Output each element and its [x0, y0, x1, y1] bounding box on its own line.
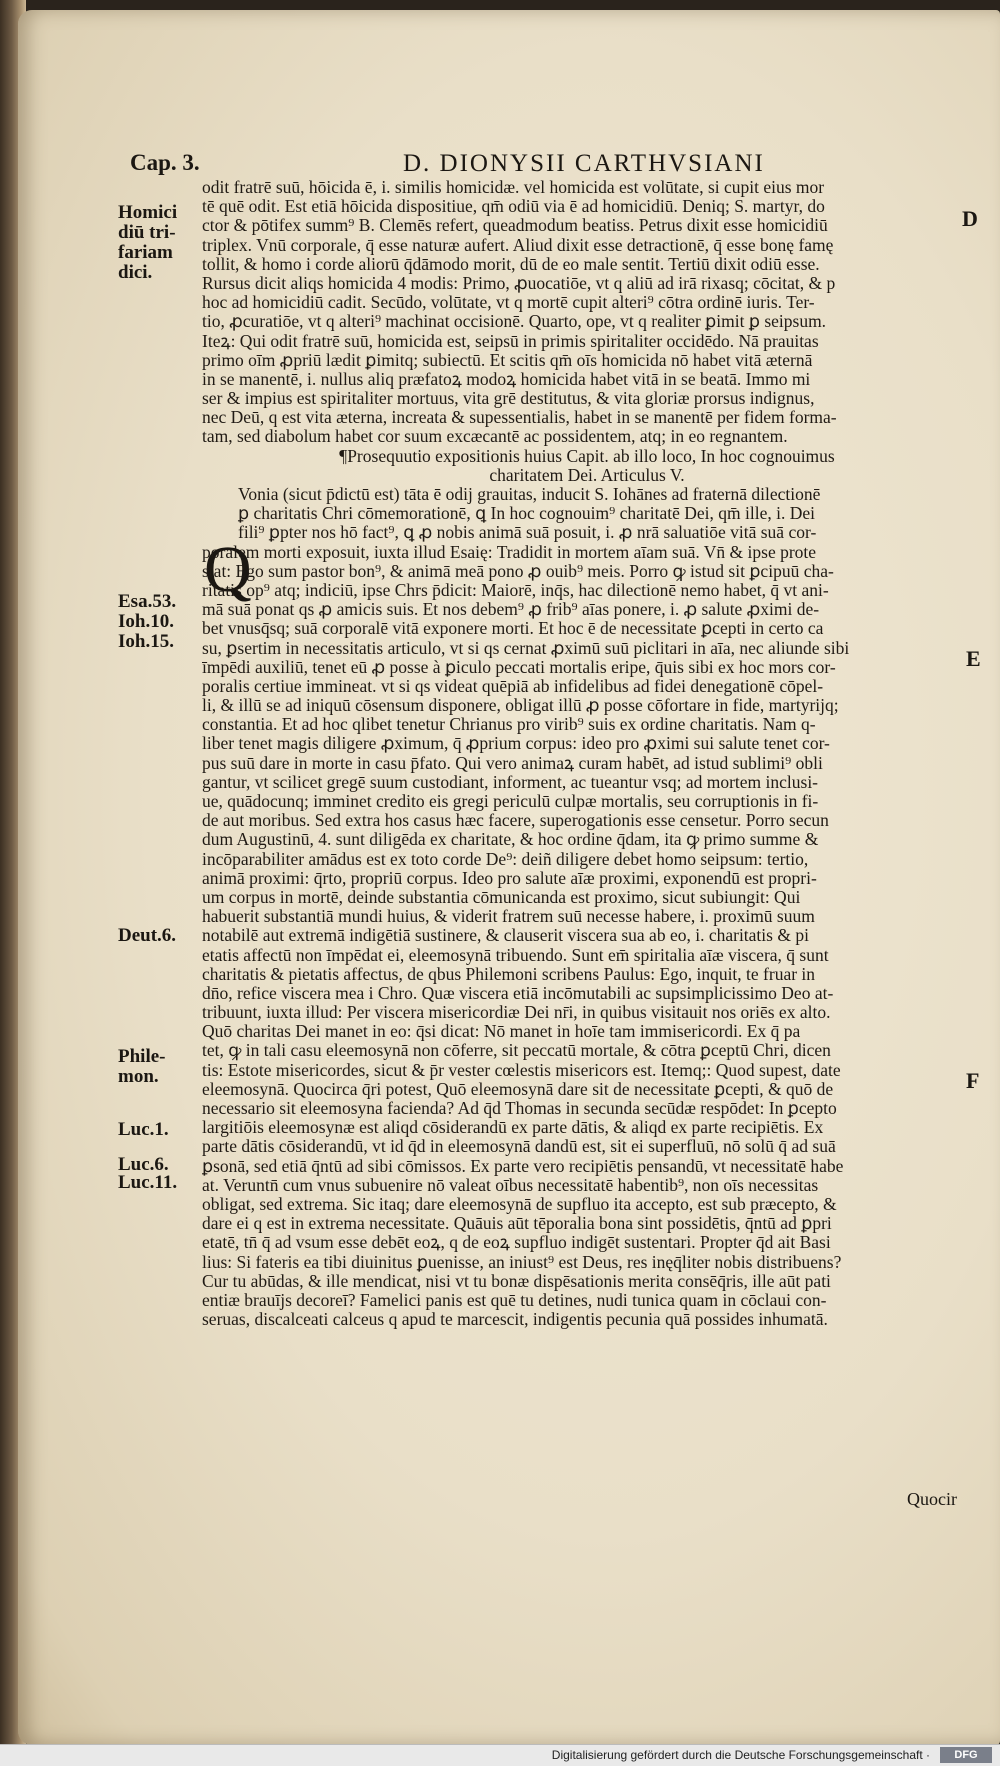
margin-note: Deut.6. — [118, 925, 177, 946]
text-line: incōparabiliter amādus est ex toto corde De⁹: deiñ diligere debet homo seipsum: tertio, — [202, 849, 809, 869]
text-line: ser & impius est spiritaliter mortuus, vita grē destitutus, & vita gloriæ prorsus indignus, — [202, 389, 815, 409]
dfg-logo: DFG — [940, 1747, 992, 1763]
text-line: obligat, sed extrema. Sic itaq; dare eleemosynā de supfluo ita accepto, est sub præcepto, & — [202, 1194, 837, 1214]
text-line: habuerit substantiā mundi huius, & viderit fratrem suū necesse habere, i. proximū suum — [202, 907, 815, 927]
text-line: fili⁹ ꝑpter nos hō fact⁹, ꝗ ꝓ nobis animā suā posuit, i. ꝓ nrā saluatiōe vitā suā cor- — [238, 523, 817, 543]
text-line: pus suū dare in morte in casu p̄fato. Qui vero animaꝝ curam habēt, ad istud sublimi⁹ obli — [202, 753, 823, 773]
funding-notice: Digitalisierung gefördert durch die Deutsche Forschungsgemeinschaft · — [551, 1748, 930, 1762]
text-line: odit fratrē suū, hōicida ē, i. similis homicidæ. vel homicida est volūtate, si cupit eius mor — [202, 178, 825, 197]
text-line: um corpus in mortē, deinde substantia cōmunicanda est proximo, sicut subiungit: Qui — [202, 887, 801, 907]
text-line: entiæ brauījs decoreī? Famelici panis est quē tu detines, nudi tunica quam in cōclaui con- — [202, 1290, 827, 1310]
section-letter: D — [962, 206, 978, 231]
margin-note: Luc.1. — [118, 1119, 169, 1140]
text-line: lius: Si fateris ea tibi diuinitus ꝑuenisse, an iniust⁹ est Deus, res inęq̄liter nobis distribuens? — [202, 1252, 842, 1272]
text-line: liber tenet magis diligere ꝓximum, q̄ ꝓprium corpus: ideo pro ꝓximi sui salute tenet cor- — [202, 734, 830, 754]
margin-note: Luc.6. — [118, 1154, 169, 1175]
margin-note: dici. — [118, 262, 153, 283]
text-line: necessario sit eleemosyna facienda? Ad q̄d Thomas in secunda secūdæ respōdet: In ꝑcepto — [202, 1099, 837, 1118]
digitization-footer — [0, 1744, 1000, 1766]
margin-note: diū tri- — [118, 222, 176, 243]
text-line: constantia. Et ad hoc qlibet tenetur Chrianus pro virib⁹ suis ex ordine charitatis. Nam q- — [202, 715, 816, 735]
text-line: ue, quādocunq; imminet credito eis gregi periculū culpæ mortalis, seu corruptionis in fi- — [202, 792, 819, 811]
text-line: gantur, vt scilicet gregē suum custodiant, informent, ac tueantur vsq; ad mortem inclusi- — [202, 772, 819, 792]
book-page — [18, 10, 1000, 1745]
text-line: triplex. Vnū corporale, q̄ esse naturæ aufert. Aliud dixit esse detractionē, q̄ esse bonę famę — [202, 235, 834, 255]
text-line: eleemosynā. Quocirca q̄ri potest, Quō eleemosynā dare sit de necessitate ꝑcepti, & quō de — [202, 1079, 834, 1099]
text-line: mā suā ponat qs ꝓ amicis suis. Et nos debem⁹ ꝓ frib⁹ aīas ponere, i. ꝓ salute ꝓximi de- — [202, 600, 820, 620]
text-line: Rursus dicit aliqs homicida 4 modis: Primo, ꝓuocatiōe, vt q aliū ad irā rixasq; cōcitat, & p — [202, 273, 836, 293]
margin-note: Esa.53. — [118, 591, 177, 612]
chapter-label: Cap. 3. — [130, 150, 200, 175]
section-heading: charitatem Dei. Articulus V. — [489, 465, 685, 485]
text-line: Iteꝝ: Qui odit fratrē suū, homicida est, seipsū in primis spiritaliter occidēdo. Nā prauitas — [202, 331, 819, 351]
section-letter: F — [966, 1068, 980, 1093]
text-line: li, & illū se ad iniquū cōsensum disponere, obligat illū ꝓ posse cōfortare in fide, martyrijq; — [202, 696, 839, 716]
text-line: ritatis op⁹ atq; indiciū, ipse Chrs p̄dicit: Maiorē, inq̄s, hac dilectionē nemo habet, q̄ vt ani- — [202, 580, 829, 600]
text-line: etatē, tn̄ q̄ ad vsum esse debēt eoꝝ, q de eoꝝ supfluo indigēt sustentari. Propter q̄d ait Basi — [202, 1233, 831, 1253]
text-line: bet vnusq̄sq; suā corporalē vitā exponere morti. Et hoc ē de necessitate ꝑcepti in certo ca — [202, 619, 824, 639]
margin-note: Luc.11. — [118, 1172, 178, 1193]
text-line: poralem morti exposuit, iuxta illud Esaię: Tradidit in mortem aīam suā. Vn̄ & ipse prote — [202, 542, 817, 562]
page-header — [18, 150, 1000, 180]
text-line: Quō charitas Dei manet in eo: q̄si dicat: Nō manet in hoīe tam immisericordi. Ex q̄ pa — [202, 1022, 801, 1042]
text-line: stat: Ego sum pastor bon⁹, & animā meā pono ꝓ ouib⁹ meis. Porro ꝙ istud sit ꝑcipuū cha- — [202, 561, 834, 581]
text-line: nec Deū, q est vita æterna, increata & supessentialis, habet in se manentē per fidem forma- — [202, 408, 837, 428]
text-line: ꝑsonā, sed etiā q̄ntū ad sibi cōmissos. Ex parte vero recipiētis pensandū, vt necessitatē habe — [202, 1156, 844, 1176]
text-line: dum Augustinū, 4. sunt diligēda ex charitate, & hoc ordine q̄dam, ita ꝙ primo summe & — [202, 830, 819, 850]
text-line: de aut moribus. Sed extra hos casus hæc facere, superogationis esse censetur. Porro secun — [202, 811, 829, 831]
text-line: charitatis & pietatis affectus, de qbus Philemoni scribens Paulus: Ego, inquit, te fruar in — [202, 964, 816, 984]
text-line: ꝑ charitatis Chri cōmemorationē, ꝗ In hoc cognouim⁹ charitatē Dei, qm̄ ille, i. Dei — [238, 504, 815, 524]
text-line: tam, sed diabolum habet cor suum excæcantē ac possidentem, atq; in eo regnantem. — [202, 427, 788, 447]
margin-note: mon. — [118, 1066, 159, 1087]
text-line: hoc ad homicidiū cadit. Secūdo, volūtate, vt q mortē cupit alteri⁹ cōtra ordinē iuris. Ter- — [202, 293, 815, 313]
margin-note: fariam — [118, 242, 173, 263]
text-line: dn̄o, refice viscera mea i Chro. Quæ viscera etiā incōmutabili ac supsimplicissimo Deo at- — [202, 983, 834, 1003]
margin-note: Ioh.15. — [118, 631, 174, 652]
text-line: tio, ꝓcuratiōe, vt q alteri⁹ machinat occisionē. Quarto, ope, vt q realiter ꝑimit ꝑ seipsum. — [202, 312, 827, 332]
catchword: Quocir — [907, 1489, 957, 1509]
text-line: Vonia (sicut p̄dictū est) tāta ē odij grauitas, inducit S. Iohānes ad fraternā dilectionē — [238, 485, 821, 504]
text-line: tollit, & homo i corde aliorū q̄dāmodo morit, dū de eo male sentit. Tertiū dixit odiū esse. — [202, 254, 820, 274]
text-line: ctor & pōtifex summ⁹ B. Clemēs refert, queadmodum beatiss. Petrus dixit esse homicidiū — [202, 216, 828, 236]
margin-note: Ioh.10. — [118, 611, 174, 632]
running-title: D. DIONYSII CARTHVSIANI — [403, 150, 765, 177]
text-line: tē quē odit. Est etiā hōicida dispositiue, qm̄ odiū via ē ad homicidiū. Deniq; S. martyr, do — [202, 197, 825, 217]
text-line: Cur tu abūdas, & ille mendicat, nisi vt tu bonæ dispēsationis merita consēq̄ris, ille aūt pati — [202, 1271, 831, 1291]
body-text — [202, 178, 972, 1348]
margin-note: Phile- — [118, 1046, 166, 1067]
drop-cap-initial: Q — [204, 533, 252, 606]
section-letter: E — [966, 646, 981, 671]
text-line: parte dātis cōsiderandū, vt id q̄d in eleemosynā dandū est, sit ei superfluū, nō solū q̄ ad suā — [202, 1137, 836, 1157]
text-line: at. Veruntn̄ cum vnus subuenire nō valeat oībus necessitatē habentib⁹, non oīs necessitas — [202, 1175, 819, 1195]
text-line: īmpēdi auxiliū, tenet eū ꝓ posse à ꝑiculo peccati mortalis eripe, q̄uis sibi ex hoc mors cor- — [202, 657, 836, 677]
text-line: dare ei q est in extrema necessitate. Quāuis aūt tēporalia bona sint possidētis, q̄ntū ad ꝑpri — [202, 1214, 832, 1234]
text-line: primo oīm ꝓpriū lædit ꝑimitq; subiectū. Et scitis qm̄ oīs homicida nō habet vitā æternā — [202, 350, 813, 370]
text-line: su, ꝑsertim in necessitatis articulo, vt si qs cernat ꝓximū suū piclitari in aīa, nec aliunde sibi — [202, 638, 850, 658]
text-line: largitiōis eleemosynæ est aliqd cōsiderandū ex parte dātis, & aliqd ex parte recipiētis. Ex — [202, 1118, 824, 1138]
text-line: notabilē aut extremā indigētiā sustinere, & clauserit viscera sua ab eo, i. charitatis & pi — [202, 926, 809, 946]
text-line: etatis affectū non īmpēdat ei, eleemosynā tribuendo. Sunt em̄ spiritalia aīæ viscera, q̄ sunt — [202, 945, 829, 965]
section-heading: ¶Prosequutio expositionis huius Capit. ab illo loco, In hoc cognouimus — [339, 446, 835, 466]
text-line: tis: Estote misericordes, sicut & p̄r vester cœlestis misericors est. Itemq;: Quod supest, date — [202, 1060, 841, 1080]
text-line: poralis certiue immineat. vt si qs videat quēpiā ab infidelibus ad fidei denegationē cōpel- — [202, 676, 824, 696]
text-line: animā proximi: q̄rto, propriū corpus. Ideo pro salute aīæ proximi, exponendū est propri- — [202, 868, 817, 888]
text-line: seruas, discalceati calceus q apud te marcescit, indigentis pecunia quā possides inhumatā. — [202, 1310, 828, 1330]
text-line: in se manentē, i. nullus aliq præfatoꝝ modoꝝ homicida habet vitā in se beatā. Immo mi — [202, 369, 811, 389]
text-line: tet, ꝙ in tali casu eleemosynā non cōferre, sit peccatū mortale, & cōtra ꝑceptū Chri, dicen — [202, 1041, 831, 1061]
text-line — [202, 1329, 972, 1348]
text-line: tribuunt, iuxta illud: Per viscera misericordiæ Dei nr̄i, in quibus visitauit nos oriēs ex alto. — [202, 1003, 831, 1023]
margin-note: Homici — [118, 202, 178, 223]
